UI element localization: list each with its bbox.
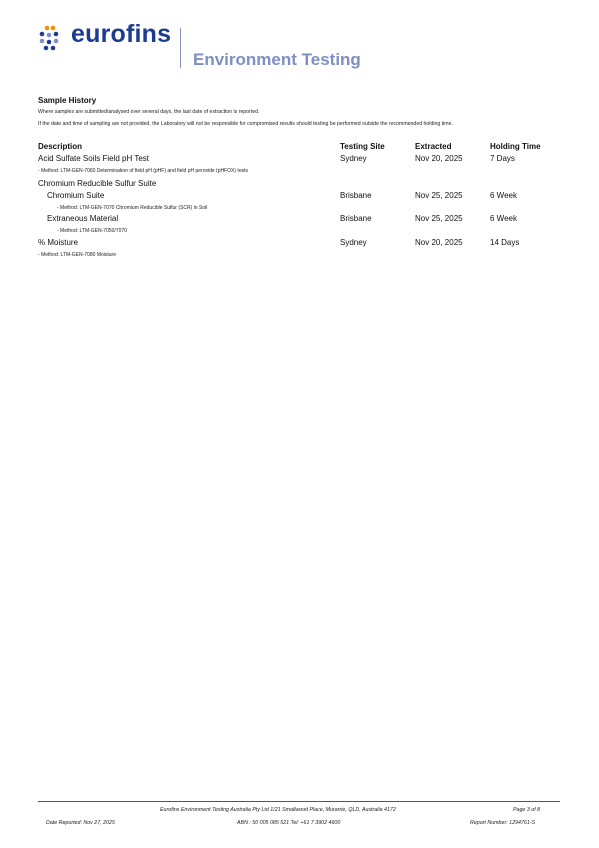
footer-date-reported: Date Reported: Nov 27, 2025 — [46, 820, 115, 826]
row-extracted: Nov 25, 2025 — [415, 191, 463, 200]
row-testing-site: Brisbane — [340, 214, 372, 223]
column-header-description: Description — [38, 142, 83, 151]
page-subtitle: Environment Testing — [193, 50, 361, 69]
eurofins-logo — [38, 20, 172, 54]
column-header-extracted: Extracted — [415, 142, 452, 151]
column-header-holding-time: Holding Time — [490, 142, 541, 151]
row-method: - Method: LTM-GEN-7070 Chromium Reducible Sulfur (SCR) in Soil — [57, 205, 208, 211]
section-title: Sample History — [38, 96, 97, 105]
row-holding-time: 14 Days — [490, 238, 520, 247]
row-description: % Moisture — [38, 238, 79, 247]
row-testing-site: Brisbane — [340, 191, 372, 200]
eurofins-dots-icon — [38, 24, 66, 52]
footer-company: Eurofins Environment Testing Australia Pty Ltd 1/21 Smallwood Place, Murarrie, QLD, Australia 4172 — [160, 807, 396, 813]
footer-divider — [38, 801, 560, 802]
row-description: Extraneous Material — [47, 214, 119, 223]
row-extracted: Nov 20, 2025 — [415, 154, 463, 163]
row-testing-site: Sydney — [340, 238, 367, 247]
row-method: - Method: LTM-GEN-7060 Determination of field pH (pHF) and field pH peroxide (pHFOX) tests — [38, 168, 248, 174]
row-extracted: Nov 25, 2025 — [415, 214, 463, 223]
row-extracted: Nov 20, 2025 — [415, 238, 463, 247]
row-method: - Method: LTM-GEN-7050/7070 — [57, 228, 127, 234]
row-testing-site: Sydney — [340, 154, 367, 163]
row-holding-time: 6 Week — [490, 214, 517, 223]
footer-abn: ABN : 50 005 085 521 Tel: +61 7 3902 4600 — [237, 820, 341, 826]
header-divider — [180, 28, 181, 68]
row-holding-time: 7 Days — [490, 154, 515, 163]
row-description: Acid Sulfate Soils Field pH Test — [38, 154, 150, 163]
section-note: Where samples are submitted/analysed over several days, the last date of extraction is reported. — [38, 109, 260, 115]
row-method: - Method: LTM-GEN-7080 Moisture — [38, 252, 116, 258]
footer-page-number: Page 3 of 8 — [513, 807, 541, 813]
row-holding-time: 6 Week — [490, 191, 517, 200]
footer-report-number: Report Number: 1294761-S — [470, 820, 536, 826]
section-note: If the date and time of sampling are not provided, the Laboratory will not be responsible for compromised results should testing be performed outside the recommended holding time. — [38, 121, 453, 127]
row-description: Chromium Reducible Sulfur Suite — [38, 179, 157, 188]
logo-wordmark: eurofins — [71, 20, 172, 48]
row-description: Chromium Suite — [47, 191, 105, 200]
column-header-testing-site: Testing Site — [340, 142, 385, 151]
